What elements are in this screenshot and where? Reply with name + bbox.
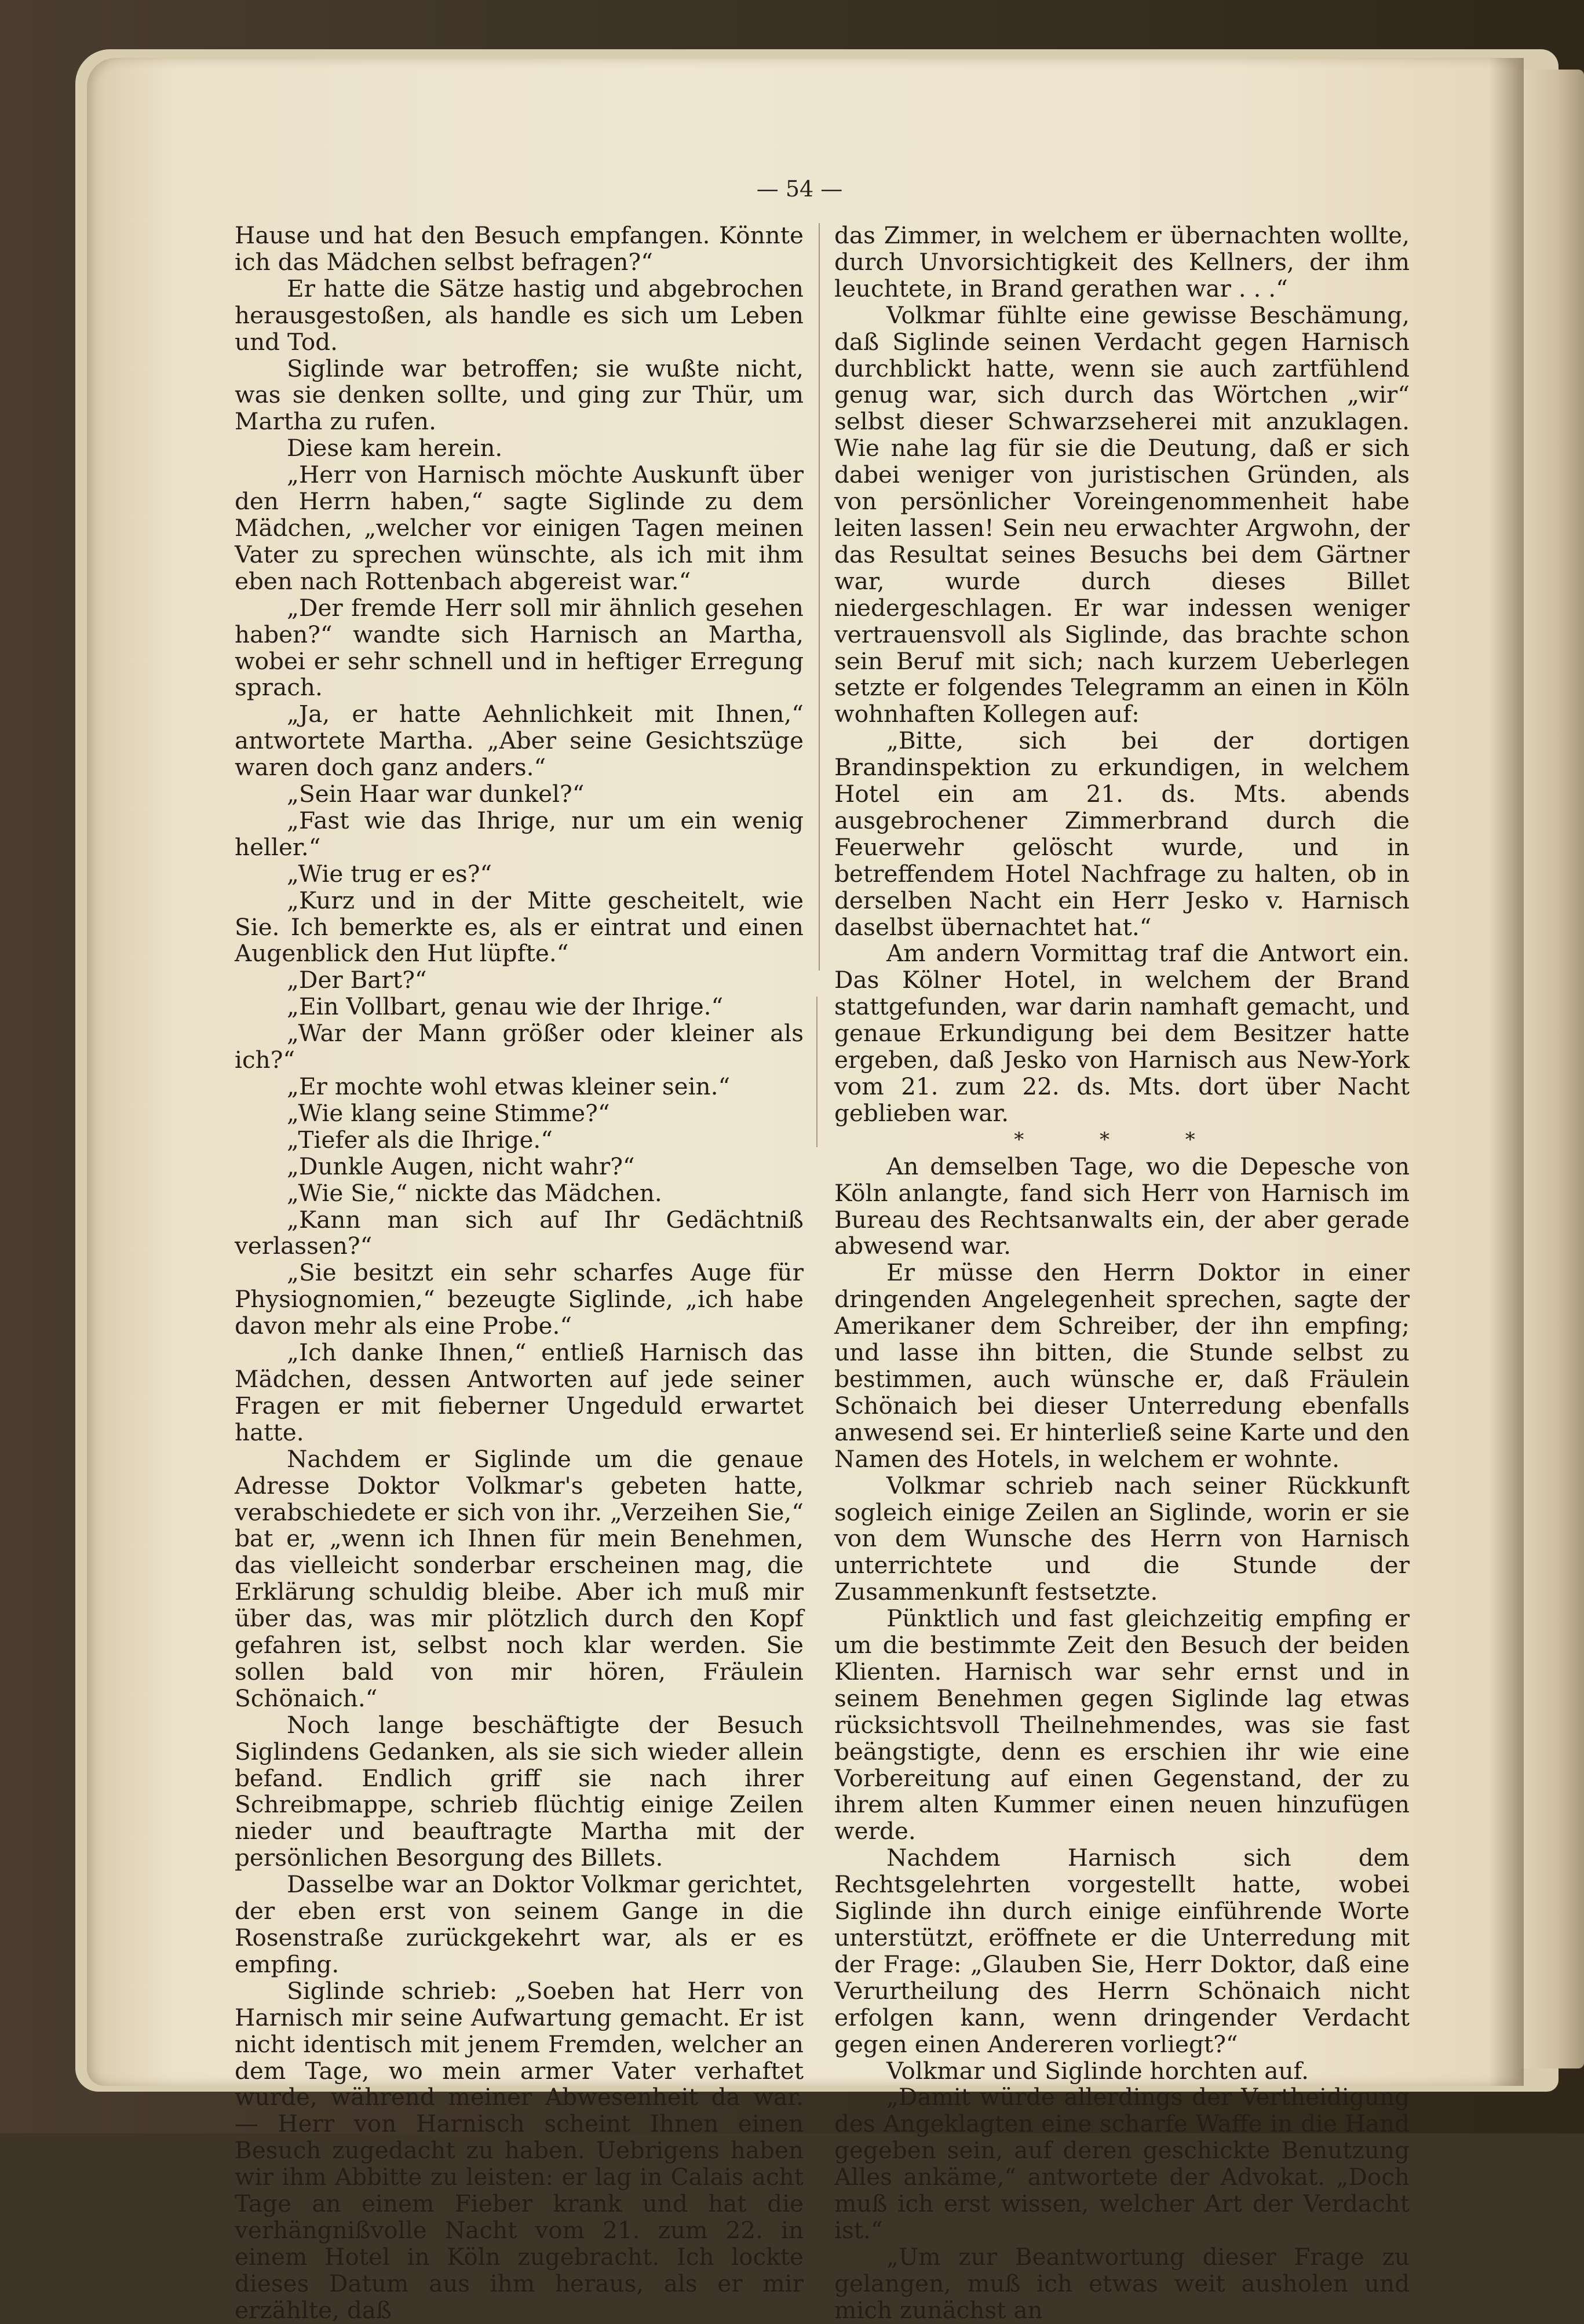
paragraph: Nachdem Harnisch sich dem Rechtsgelehrten vorgestellt hatte, wobei Siglinde ihn durch einige einführende Worte unterstützt, eröffnete er die Unterredung mit der Frage: „Glauben Sie, Herr Doktor, daß eine Verurtheilung des Herrn Schönaich nicht erfolgen kann, wenn dringender Verdacht gegen einen Andereren vorliegt?“ — [834, 1844, 1410, 2058]
paragraph: Er müsse den Herrn Doktor in einer dringenden Angelegenheit sprechen, sagte der Amerikaner dem Schreiber, der ihn empfing; und lasse ihn bitten, die Stunde selbst zu bestimmen, auch wünsche er, daß Fräulein Schönaich bei dieser Unterredung ebenfalls anwesend sei. Er hinterließ seine Karte und den Namen des Hotels, in welchem er wohnte. — [834, 1258, 1410, 1473]
paragraph: „Bitte, sich bei der dortigen Brandinspektion zu erkundigen, in welchem Hotel ein am 21. ds. Mts. abends ausgebrochener Zimmerbrand durch die Feuerwehr gelöscht wurde, und in betreffendem Hotel Nachfrage zu halten, ob in derselben Nacht ein Herr Jesko v. Harnisch daselbst übernachtet hat.“ — [834, 727, 1410, 941]
section-separator: * * * — [1014, 1128, 1230, 1151]
paragraph: „War der Mann größer oder kleiner als ich?“ — [235, 1019, 804, 1074]
paragraph: „Wie trug er es?“ — [287, 859, 492, 888]
paragraph: Volkmar fühlte eine gewisse Beschämung, daß Siglinde seinen Verdacht gegen Harnisch durchblickt hatte, wenn sie auch zartfühlend genug war, sich durch das Wörtchen „wir“ selbst dieser Schwarzseherei mit anzuklagen. Wie nahe lag für sie die Deutung, daß er sich dabei weniger von juristischen Gründen, als von persönlicher Voreingenommenheit habe leiten lassen! Sein neu erwachter Argwohn, der das Resultat seines Besuchs bei dem Gärtner war, wurde durch dieses Billet niedergeschlagen. Er war indessen weniger vertrauensvoll als Siglinde, das brachte schon sein Beruf mit sich; nach kurzem Ueberlegen setzte er folgendes Telegramm an einen in Köln wohnhaften Kollegen auf: — [834, 301, 1410, 728]
paragraph: Hause und hat den Besuch empfangen. Könnte ich das Mädchen selbst befragen?“ — [235, 221, 804, 276]
paragraph: „Herr von Harnisch möchte Auskunft über den Herrn haben,“ sagte Siglinde zu dem Mädchen, „welcher vor einigen Tagen meinen Vater zu sprechen wünschte, als ich mit ihm eben nach Rottenbach abgereist war.“ — [235, 461, 804, 595]
page-number: — 54 — — [756, 176, 843, 202]
column-divider — [819, 223, 820, 971]
paragraph: Er hatte die Sätze hastig und abgebrochen herausgestoßen, als handle es sich um Leben und Tod. — [235, 274, 804, 356]
paragraph: „Damit würde allerdings der Vertheidigung des Angeklagten eine scharfe Waffe in die Hand gegeben sein, auf deren geschickte Benutzung Alles ankäme,“ antwortete der Advokat. „Doch muß ich erst wissen, welcher Art der Verdacht ist.“ — [834, 2083, 1410, 2244]
paragraph: „Tiefer als die Ihrige.“ — [287, 1125, 553, 1154]
paragraph: „Dunkle Augen, nicht wahr?“ — [287, 1152, 635, 1180]
paragraph: „Ich danke Ihnen,“ entließ Harnisch das Mädchen, dessen Antworten auf jede seiner Fragen er mit fieberner Ungeduld erwartet hatte. — [235, 1338, 804, 1446]
paragraph: „Kann man sich auf Ihr Gedächtniß verlassen?“ — [235, 1205, 804, 1260]
paragraph: Volkmar und Siglinde horchten auf. — [886, 2056, 1309, 2085]
paragraph: Siglinde war betroffen; sie wußte nicht, was sie denken sollte, und ging zur Thür, um Martha zu rufen. — [235, 354, 804, 436]
paragraph: „Kurz und in der Mitte gescheitelt, wie Sie. Ich bemerkte es, als er eintrat und einen Augenblick den Hut lüpfte.“ — [235, 886, 804, 968]
paragraph: Volkmar schrieb nach seiner Rückkunft sogleich einige Zeilen an Siglinde, worin er sie von dem Wunsche des Herrn von Harnisch unterrichtete und die Stunde der Zusammenkunft festsetzte. — [834, 1471, 1410, 1606]
right-column — [834, 222, 1410, 2324]
paragraph: „Er mochte wohl etwas kleiner sein.“ — [287, 1072, 731, 1100]
paragraph: „Der fremde Herr soll mir ähnlich gesehen haben?“ wandte sich Harnisch an Martha, wobei er sehr schnell und in heftiger Erregung sprach. — [235, 593, 804, 702]
column-divider-lower — [816, 997, 817, 1147]
paragraph: Am andern Vormittag traf die Antwort ein. Das Kölner Hotel, in welchem der Brand stattgefunden, war darin namhaft gemacht, und genaue Erkundigung bei dem Besitzer hatte ergeben, daß Jesko von Harnisch aus New-York vom 21. zum 22. ds. Mts. dort über Nacht geblieben war. — [834, 939, 1410, 1127]
paragraph: „Ein Vollbart, genau wie der Ihrige.“ — [287, 993, 724, 1021]
paragraph: „Wie klang seine Stimme?“ — [287, 1099, 610, 1127]
paragraph: „Um zur Beantwortung dieser Frage zu gelangen, muß ich etwas weit ausholen und mich zunächst an — [834, 2242, 1410, 2324]
paragraph: Dasselbe war an Doktor Volkmar gerichtet, der eben erst von seinem Gange in die Rosenstraße zurückgekehrt war, als er es empfing. — [235, 1870, 804, 1978]
paragraph: „Wie Sie,“ nickte das Mädchen. — [287, 1179, 662, 1207]
paragraph: „Fast wie das Ihrige, nur um ein wenig heller.“ — [235, 806, 804, 861]
left-column — [235, 222, 804, 2324]
paragraph: An demselben Tage, wo die Depesche von Köln anlangte, fand sich Herr von Harnisch im Bureau des Rechtsanwalts ein, der aber gerade abwesend war. — [834, 1152, 1410, 1260]
paragraph: „Der Bart?“ — [287, 966, 427, 994]
paragraph: „Sie besitzt ein sehr scharfes Auge für Physiognomien,“ bezeugte Siglinde, „ich habe davon mehr als eine Probe.“ — [235, 1258, 804, 1340]
paragraph: Pünktlich und fast gleichzeitig empfing er um die bestimmte Zeit den Besuch der beiden Klienten. Harnisch war sehr ernst und in seinem Benehmen gegen Siglinde lag etwas rücksichtsvoll Theilnehmendes, was sie fast beängstigte, denn es erschien ihr wie eine Vorbereitung auf einen Gegenstand, der zu ihrem alten Kummer einen neuen hinzufügen werde. — [834, 1604, 1410, 1845]
gutter-shadow — [1489, 58, 1524, 2086]
paragraph: Noch lange beschäftigte der Besuch Siglindens Gedanken, als sie sich wieder allein befand. Endlich griff sie nach ihrer Schreibmappe, schrieb flüchtig einige Zeilen nieder und beauftragte Martha mit der persönlichen Besorgung des Billets. — [235, 1710, 804, 1872]
paragraph: Diese kam herein. — [287, 434, 503, 462]
paragraph: Nachdem er Siglinde um die genaue Adresse Doktor Volkmar's gebeten hatte, verabschiedete er sich von ihr. „Verzeihen Sie,“ bat er, „wenn ich Ihnen für mein Benehmen, das vielleicht sonderbar erscheinen mag, die Erklärung schuldig bleibe. Aber ich muß mir über das, was mir plötzlich durch den Kopf gefahren ist, selbst noch klar werden. Sie sollen bald von mir hören, Fräulein Schönaich.“ — [235, 1444, 804, 1712]
paragraph: Siglinde schrieb: „Soeben hat Herr von Harnisch mir seine Aufwartung gemacht. Er ist nicht identisch mit jenem Fremden, welcher an dem Tage, wo mein armer Vater verhaftet wurde, während meiner Abwesenheit da war. — Herr von Harnisch scheint Ihnen einen Besuch zugedacht zu haben. Uebrigens haben wir ihm Abbitte zu leisten: er lag in Calais acht Tage an einem Fieber krank und hat die verhängnißvolle Nacht vom 21. zum 22. in einem Hotel in Köln zugebracht. Ich lockte dieses Datum aus ihm heraus, als er mir erzählte, daß — [235, 1976, 804, 2324]
paragraph: „Ja, er hatte Aehnlichkeit mit Ihnen,“ antwortete Martha. „Aber seine Gesichtszüge waren doch ganz anders.“ — [235, 700, 804, 782]
paragraph: das Zimmer, in welchem er übernachten wollte, durch Unvorsichtigkeit des Kellners, der ihm leuchtete, in Brand gerathen war . . .“ — [834, 221, 1410, 302]
book-page-edges — [1515, 70, 1584, 2068]
paragraph: „Sein Haar war dunkel?“ — [287, 780, 585, 808]
